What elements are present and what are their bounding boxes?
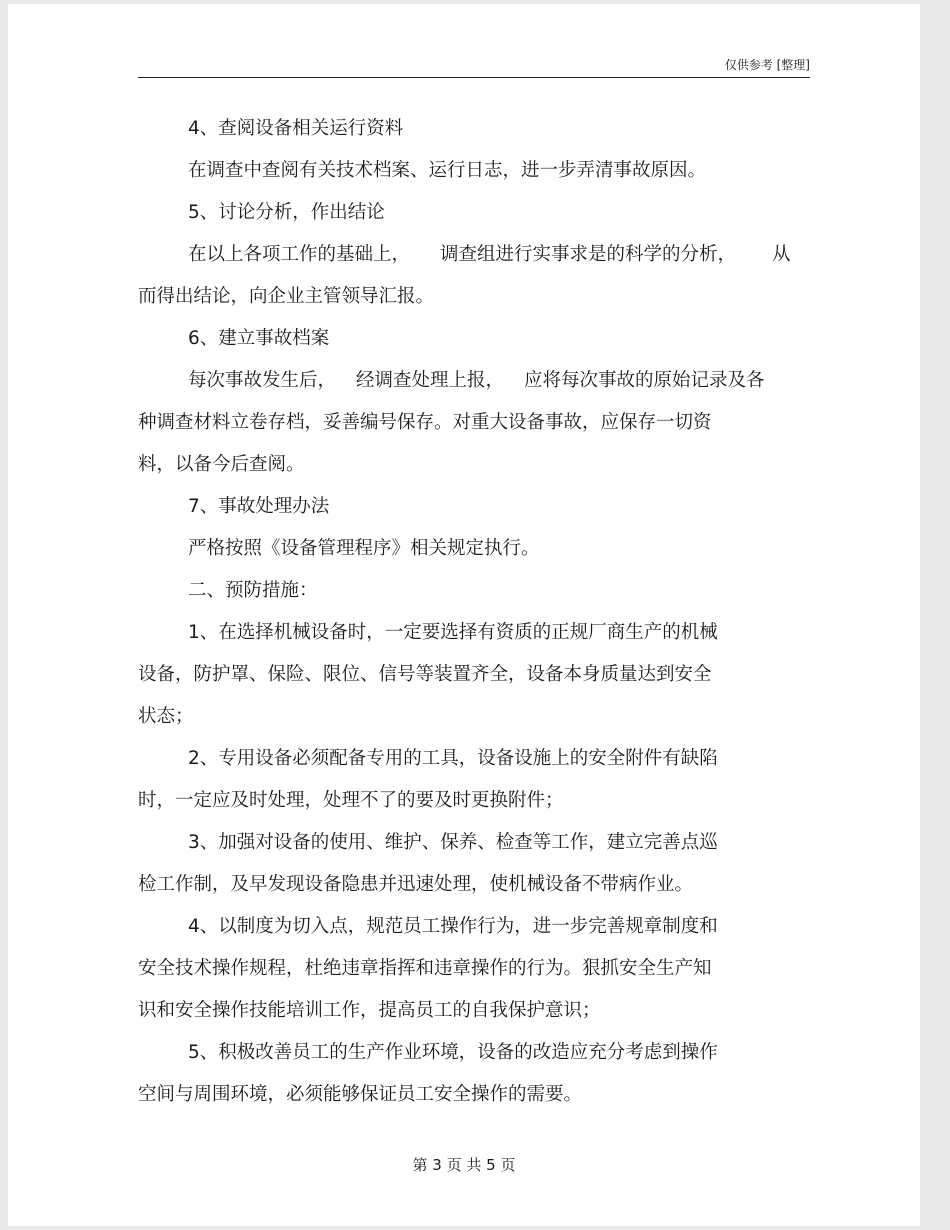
body-line: 时，一定应及时处理，处理不了的要及时更换附件； xyxy=(138,790,564,811)
body-line: 5、积极改善员工的生产作业环境，设备的改造应充分考虑到操作 xyxy=(188,1042,718,1063)
body-line: 空间与周围环境，必须能够保证员工安全操作的需要。 xyxy=(138,1084,583,1105)
body-segment: 应将每次事故的原始记录及各 xyxy=(524,370,765,391)
body-line: 状态； xyxy=(138,706,194,727)
body-line: 4、以制度为切入点，规范员工操作行为，进一步完善规章制度和 xyxy=(188,916,718,937)
document-body xyxy=(138,108,818,1116)
body-segment: 每次事故发生后， xyxy=(188,370,337,391)
body-segment: 调查组进行实事求是的科学的分析， xyxy=(440,244,737,265)
body-line: 识和安全操作技能培训工作，提高员工的自我保护意识； xyxy=(138,1000,601,1021)
body-line: 4、查阅设备相关运行资料 xyxy=(188,118,404,139)
body-line xyxy=(138,360,818,402)
body-line: 在调查中查阅有关技术档案、运行日志，进一步弄清事故原因。 xyxy=(188,160,707,181)
header-divider xyxy=(138,77,810,78)
body-line: 种调查材料立卷存档，妥善编号保存。对重大设备事故，应保存一切资 xyxy=(138,412,712,433)
body-line: 7、事故处理办法 xyxy=(188,496,330,517)
body-line: 严格按照《设备管理程序》相关规定执行。 xyxy=(188,538,540,559)
body-line: 而得出结论，向企业主管领导汇报。 xyxy=(138,286,435,307)
body-line xyxy=(138,234,818,276)
document-page xyxy=(8,4,920,1226)
page-header-note: 仅供参考 [整理] xyxy=(724,58,810,72)
body-line: 3、加强对设备的使用、维护、保养、检查等工作，建立完善点巡 xyxy=(188,832,718,853)
body-segment: 从 xyxy=(772,244,791,265)
body-line: 检工作制，及早发现设备隐患并迅速处理，使机械设备不带病作业。 xyxy=(138,874,694,895)
body-line: 设备，防护罩、保险、限位、信号等装置齐全，设备本身质量达到安全 xyxy=(138,664,712,685)
page-number-footer: 第 3 页 共 5 页 xyxy=(412,1156,516,1174)
body-segment: 经调查处理上报， xyxy=(356,370,505,391)
section-heading: 二、预防措施： xyxy=(188,580,318,601)
body-line: 料，以备今后查阅。 xyxy=(138,454,305,475)
body-line: 2、专用设备必须配备专用的工具，设备设施上的安全附件有缺陷 xyxy=(188,748,718,769)
body-line: 6、建立事故档案 xyxy=(188,328,330,349)
body-segment: 在以上各项工作的基础上， xyxy=(188,244,411,265)
body-line: 安全技术操作规程，杜绝违章指挥和违章操作的行为。狠抓安全生产知 xyxy=(138,958,712,979)
body-line: 1、在选择机械设备时，一定要选择有资质的正规厂商生产的机械 xyxy=(188,622,718,643)
body-line: 5、讨论分析，作出结论 xyxy=(188,202,385,223)
